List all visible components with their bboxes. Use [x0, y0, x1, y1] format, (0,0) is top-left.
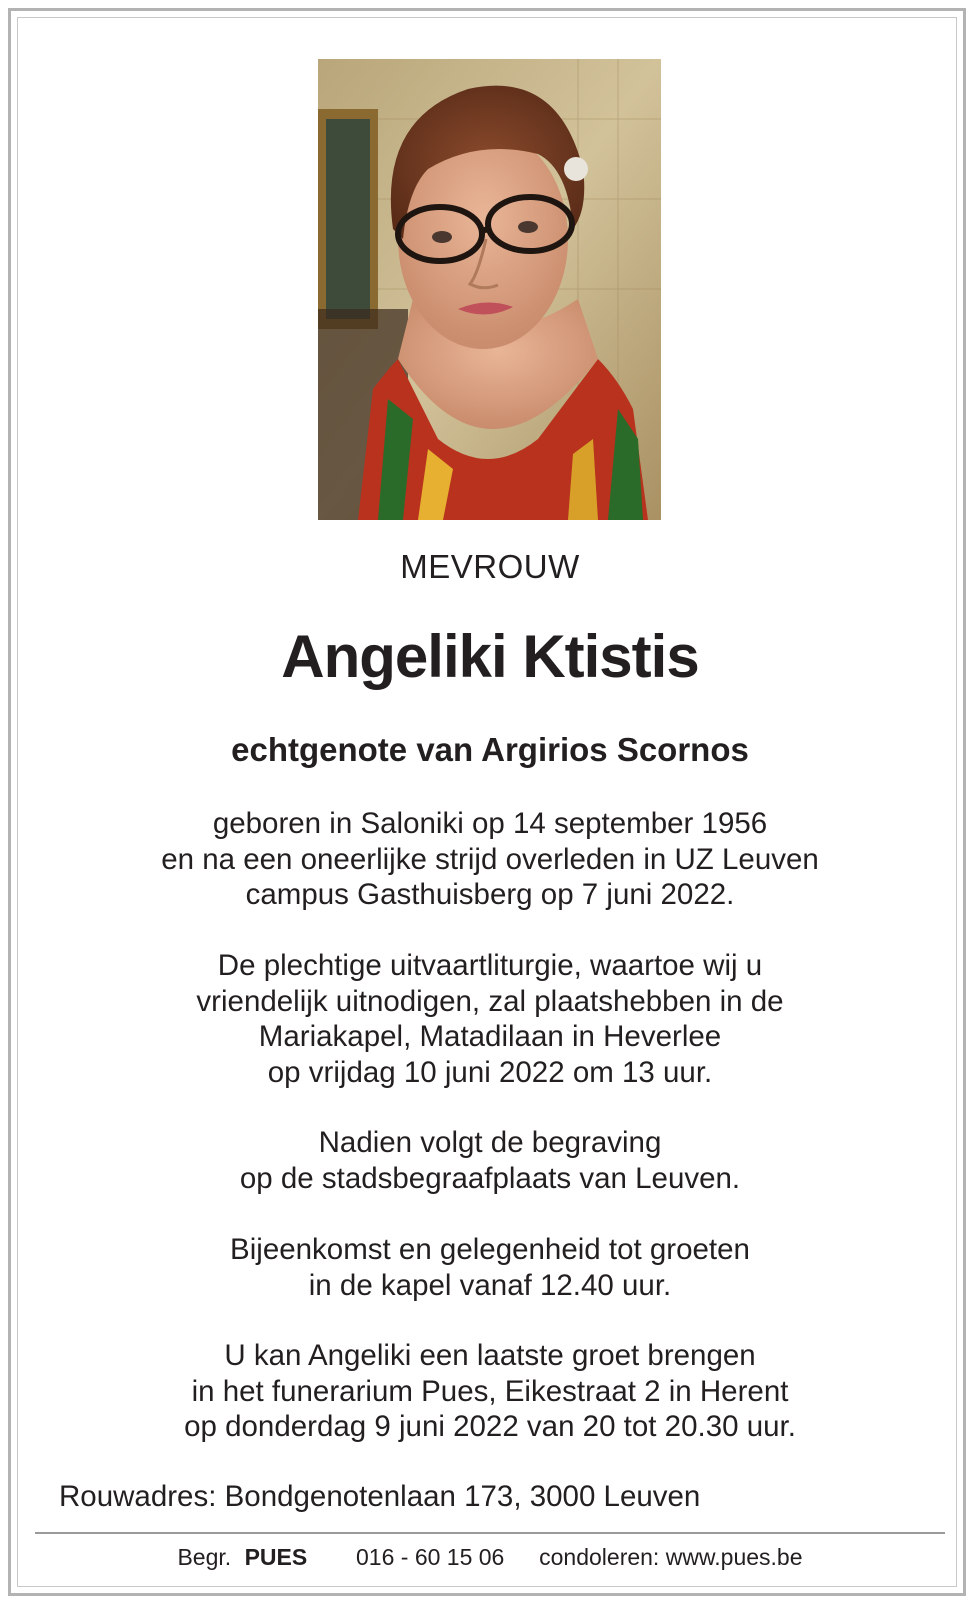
paragraph-line: en na een oneerlijke strijd overleden in UZ Leuven	[161, 842, 819, 876]
mourning-address: Rouwadres: Bondgenotenlaan 173, 3000 Leuven	[59, 1480, 701, 1513]
paragraph-line: in de kapel vanaf 12.40 uur.	[308, 1268, 672, 1302]
deceased-name: Angeliki Ktistis	[281, 623, 699, 690]
paragraph-line: De plechtige uitvaartliturgie, waartoe wij u	[217, 949, 763, 982]
visitation-paragraph	[40, 1338, 940, 1445]
gathering-paragraph	[40, 1232, 940, 1303]
footer-phone[interactable]: 016 - 60 15 06	[356, 1544, 505, 1570]
paragraph-line: in het funerarium Pues, Eikestraat 2 in Herent	[191, 1374, 789, 1408]
paragraph-line: campus Gasthuisberg op 7 juni 2022.	[245, 878, 735, 911]
paragraph-line: U kan Angeliki een laatste groet brengen	[224, 1339, 756, 1372]
paragraph-line: vriendelijk uitnodigen, zal plaatshebben in de	[196, 984, 784, 1018]
paragraph-line: geboren in Saloniki op 14 september 1956	[212, 807, 768, 840]
footer-condolences-link[interactable]: condoleren: www.pues.be	[539, 1544, 803, 1570]
paragraph-line: Nadien volgt de begraving	[318, 1126, 662, 1159]
paragraph-line: op vrijdag 10 juni 2022 om 13 uur.	[267, 1055, 713, 1089]
honorific-title: MEVROUW	[400, 548, 580, 585]
funeral-company: PUES	[244, 1544, 308, 1570]
portrait-image	[318, 59, 661, 520]
paragraph-line: Mariakapel, Matadilaan in Heverlee	[258, 1020, 722, 1053]
portrait-photo	[318, 59, 661, 520]
paragraph-line: Bijeenkomst en gelegenheid tot groeten	[230, 1233, 750, 1266]
paragraph-line: op de stadsbegraafplaats van Leuven.	[239, 1161, 741, 1195]
spouse-line: echtgenote van Argirios Scornos	[231, 731, 749, 768]
burial-paragraph	[40, 1125, 940, 1196]
funeral-service-paragraph	[40, 948, 940, 1090]
birth-death-paragraph	[40, 806, 940, 913]
footer	[40, 1544, 940, 1571]
footer-divider	[35, 1532, 945, 1534]
footer-prefix: Begr.	[177, 1544, 232, 1570]
paragraph-line: op donderdag 9 juni 2022 van 20 tot 20.30 uur.	[184, 1410, 796, 1443]
